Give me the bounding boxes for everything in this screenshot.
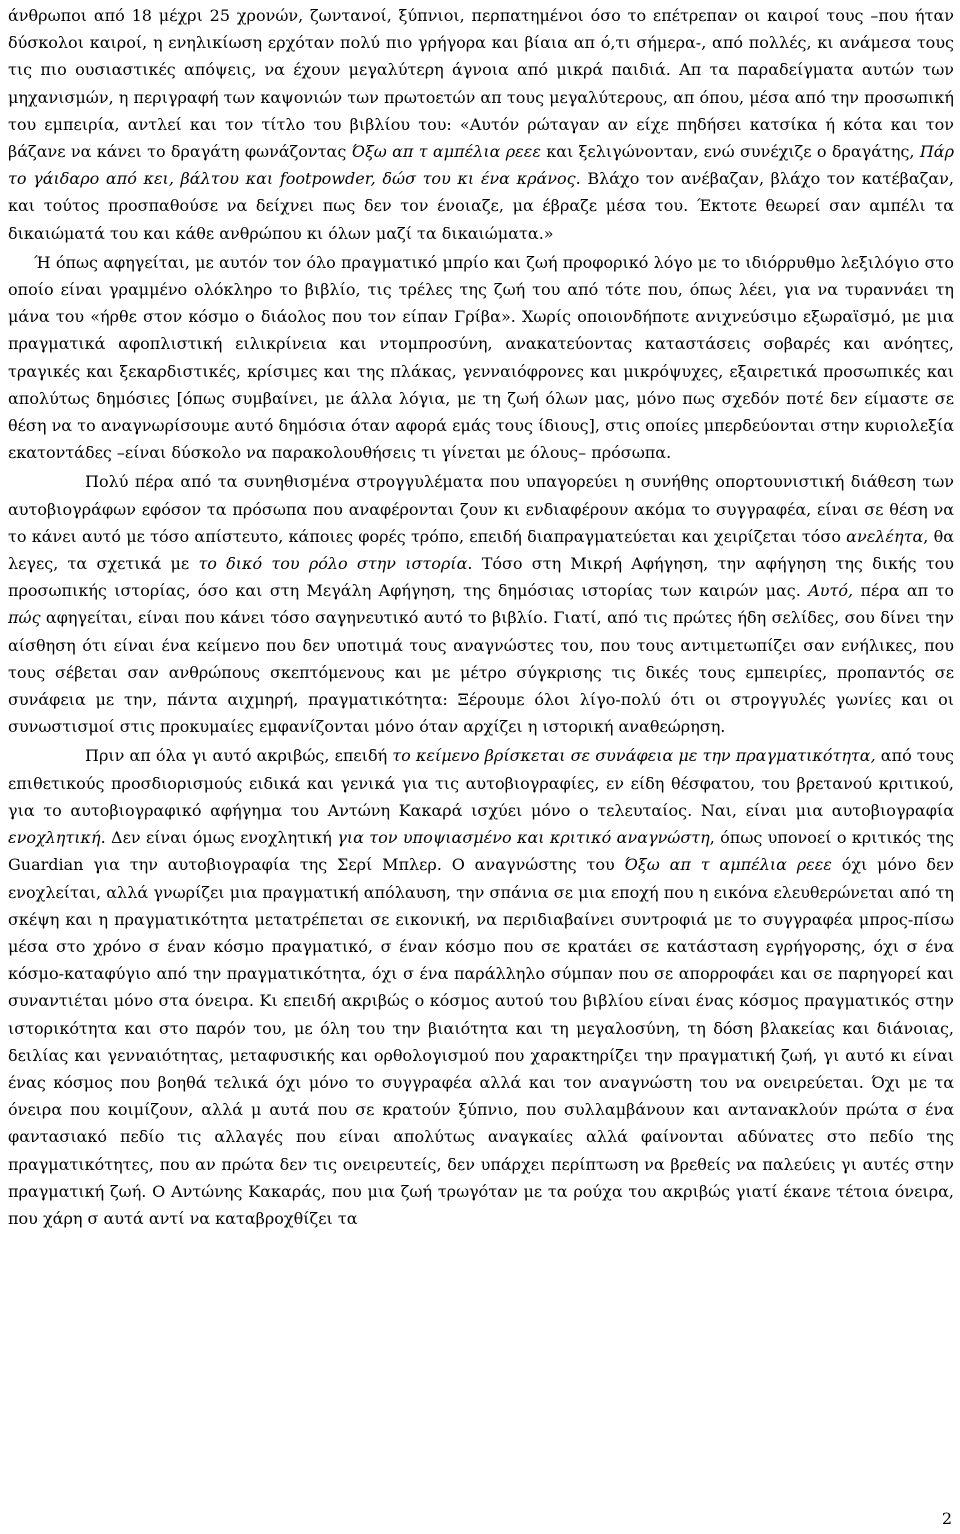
- page-number: 2: [941, 1509, 952, 1528]
- text-run: . Τόσο στη Μικρή Αφήγηση, την αφήγηση της δικής του προσωπικής ιστορίας, όσο και στη Μεγάλη Αφήγηση, της δημόσιας ιστορίας των καιρών μας.: [8, 554, 954, 601]
- italic-text: το κείμενο βρίσκεται σε συνάφεια με την πραγματικότητα,: [392, 746, 876, 766]
- italic-text: Όξω απ τ αμπέλια ρεεε: [624, 855, 832, 875]
- text-run: από τους επιθετικούς προσδιορισμούς ειδικά και γενικά για τις αυτοβιογραφίες, εν είδη θέσφατου, του βρετανού κριτικού, για το αυτοβιογραφικό αφήγημα του Αντώνη Κακαρά ισχύει μόνο ο τελευταίος. Ναι, είναι μια αυτοβιογραφία: [8, 746, 955, 820]
- text-run: . Βλάχο τον ανέβαζαν, βλάχο τον κατέβαζαν, και τούτος προσπαθούσε να δείχνει πως δεν τον ένοιαζε, μα έβραζε μέσα του. Έκτοτε θεωρεί σαν αμπέλι τα δικαιώματά του και κάθε ανθρώπου κι όλων μαζί τα δικαιώματα.»: [8, 169, 954, 243]
- text-run: όχι μόνο δεν ενοχλείται, αλλά γνωρίζει μια πραγματική απόλαυση, την σπάνια σε μια εποχή που η εικόνα ελευθερώνεται από τη σκέψη και η πραγματικότητα μετατρέπεται σε εικονική, να περιδιαβαίνει συντροφιά με το συγγραφέα μπρος-πίσω μέσα στο χρόνο σ έναν κόσμο πραγματικό, σ έναν κόσμο που σε κρατάει σε κατάσταση εγρήγορσης, όχι σ ένα κόσμο-καταφύγιο από την πραγματικότητα, όχι σ ένα παράλληλο σύμπαν που σε απορροφάει και σε παρηγορεί και συναντιέται μόνο στα όνειρα. Κι επειδή ακριβώς ο κόσμος αυτού του βιβλίου είναι ένας κόσμος πραγματικός στην ιστορικότητα και στο παρόν του, με όλη του την βιαιότητα και τη μεγαλοσύνη, τη δόση βλακείας και διάνοιας, δειλίας και γενναιότητας, μεταφυσικής και ορθολογισμού που χαρακτηρίζει την πραγματική ζωή, γι αυτό κι είναι ένας κόσμος που βοηθά τελικά όχι μόνο το συγγραφέα αλλά και τον αναγνώστη του να ονειρεύεται. Όχι με τα όνειρα που κοιμίζουν, αλλά μ αυτά που σε κρατούν ξύπνιο, που συλλαμβάνουν και αντανακλούν πρώτα σ ένα φαντασιακό πεδίο τις αλλαγές που είναι απολύτως αναγκαίες αλλά φαίνονται αδύνατες στο πεδίο της πραγματικότητες, που αν πρώτα δεν τις ονειρευτείς, δεν υπάρχει περίπτωση να βρεθείς να παλεύεις γι αυτές στην πραγματική ζωή. Ο Αντώνης Κακαράς, που μια ζωή τρωγόταν με τα ρούχα του ακριβώς γιατί έκανε τέτοια όνειρα, που χάρη σ αυτά αντί να καταβροχθίζει τα: [8, 855, 955, 1228]
- paragraph: [8, 247, 954, 467]
- document-body: [8, 0, 954, 1232]
- italic-text: Πάρ το γάιδαρο από κει, βάλτου και footpowder, δώσ του κι ένα κράνος: [8, 142, 955, 189]
- paragraph: [8, 740, 954, 1232]
- paragraph: [8, 466, 954, 740]
- text-run: αφηγείται, είναι που κάνει τόσο σαγηνευτικό αυτό το βιβλίο. Γιατί, από τις πρώτες ήδη σελίδες, σου δίνει την αίσθηση ότι είναι ένα κείμενο που δεν υποτιμά τους αναγνώστες του, που τους αντιμετωπίζει σαν ενήλικες, που τους σέβεται σαν ανθρώπους σκεπτόμενους και με μέτρο σύγκρισης τις δικές τους εμπειρίες, προπαντός σε συνάφεια με την, πάντα αιχμηρή, πραγματικότητα: Ξέρουμε όλοι λίγο-πολύ ότι οι στρογγυλές γωνίες και οι συνωστισμοί στις προκυμαίες εμφανίζονται μόνο όταν αρχίζει η ιστορική αναθεώρηση.: [8, 608, 954, 737]
- italic-text: Όξω απ τ αμπέλια ρεεε: [351, 142, 541, 162]
- text-run: , όπως υπονοεί ο κριτικός της Guardian για την αυτοβιογραφία της Σερί Μπλερ. Ο αναγνώστης του: [8, 828, 955, 875]
- text-run: Πολύ πέρα από τα συνηθισμένα στρογγυλέματα που υπαγορεύει η συνήθης οπορτουνιστική διάθεση των αυτοβιογράφων εφόσον τα πρόσωπα που αναφέρονται ζουν κι ενδιαφέρουν ακόμα το συγγραφέα, είναι σε θέση να το κάνει αυτό με τόσο απίστευτο, κάποιες φορές τρόπο, επειδή διαπραγματεύεται και χειρίζεται τόσο: [8, 472, 954, 546]
- text-run: και ξελιγώνονταν, ενώ συνέχιζε ο δραγάτης,: [540, 142, 920, 162]
- paragraph: [8, 0, 954, 247]
- text-run: , θα λεγες, τα σχετικά με: [8, 526, 955, 574]
- text-run: άνθρωποι από 18 μέχρι 25 χρονών, ζωντανοί, ξύπνιοι, περπατημένοι όσο το επέτρεπαν οι καιροί τους –που ήταν δύσκολοι καιροί, η ενηλικίωση ερχόταν πολύ πιο γρήγορα και βίαια απ ό,τι σήμερα-, από πολλές, κι ανάμεσα τους τις πιο ουσιαστικές απόψεις, να έχουν μεγαλύτερη άγνοια από μικρά παιδιά. Απ τα παραδείγματα αυτών των μηχανισμών, η περιγραφή των καψονιών των πρωτοετών απ τους μεγαλύτερους, απ όπου, μέσα από την προσωπική του εμπειρία, αντλεί και τον τίτλο του βιβλίου του: «Αυτόν ρώταγαν αν είχε πηδήσει κατσίκα ή κότα και τον βάζανε να κάνει το δραγάτη φωνάζοντας: [8, 6, 954, 162]
- italic-text: ενοχλητική: [8, 828, 101, 848]
- italic-text: Αυτό,: [808, 581, 854, 601]
- text-run: Πριν απ όλα γι αυτό ακριβώς, επειδή: [85, 746, 393, 766]
- text-run: . Δεν είναι όμως ενοχλητική: [100, 828, 338, 848]
- italic-text: ανελέητα: [846, 526, 924, 546]
- text-run: πέρα απ το: [853, 581, 955, 601]
- italic-text: για τον υποψιασμένο και κριτικό αναγνώστη: [337, 828, 710, 848]
- text-run: Ή όπως αφηγείται, με αυτόν τον όλο πραγματικό μπρίο και ζωή προφορικό λόγο με το ιδιόρρυθμο λεξιλόγιο στο οποίο είναι γραμμένο ολόκληρο το βιβλίο, τις τρέλες της ζωή του από τότε που, όπως λέει, για να τυραννάει τη μάνα του «ήρθε στον κόσμο ο διάολος που τον είπαν Γρίβα». Χωρίς οποιονδήποτε ανιχνεύσιμο εξωραϊσμό, με μια πραγματικά αφοπλιστική ειλικρίνεια και ντομπροσύνη, ανακατεύοντας καταστάσεις σοβαρές και ανόητες, τραγικές και ξεκαρδιστικές, κρίσιμες και της πλάκας, γενναιόφρονες και μικρόψυχες, εξαιρετικά προσωπικές και απολύτως δημόσιες [όπως συμβαίνει, με άλλα λόγια, με τη ζωή όλων μας, μόνο πως σχεδόν ποτέ δεν είμαστε σε θέση να το αναγνωρίσουμε αυτό δημόσια όταν αφορά εμάς τους ίδιους], στις οποίες μπερδεύονται στην κυριολεξία εκατοντάδες –είναι δύσκολο να παρακολουθήσεις τι γίνεται με όλους– πρόσωπα.: [8, 252, 954, 463]
- italic-text: πώς: [8, 608, 41, 628]
- italic-text: το δικό του ρόλο στην ιστορία: [198, 554, 468, 574]
